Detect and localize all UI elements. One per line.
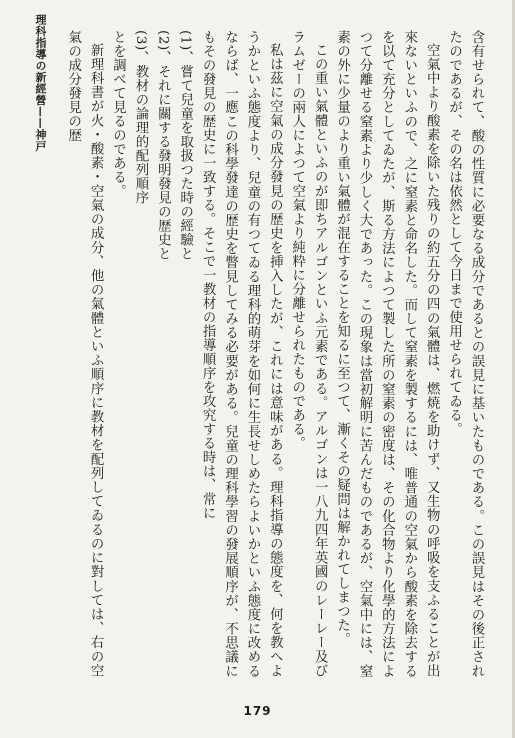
list-item: (1)、嘗て兒童を取扱つた時の經驗と [177,30,193,261]
list-item: (3)、教材の論理的配列順序 [132,30,148,205]
paragraph: 空氣中より酸素を除いた残りの約五分の四の氣體は、燃焼を助けず、又生物の呼吸を支ふることが出來ないといふので、之に窒素と命名した。而して窒素を製するには、唯普通の空氣から酸素を除去するを以て充分としてゐたが、斯る方法によつて製した所の窒素の密度は、その化合物より化學的方法によつて分離せる窒素より少しく大であった。この現象は當初解明に苦んだものであるが、空氣中には、窒素の外に少量のより重い氣體が混在することを知るに至つて、漸くその疑問は解かれてしまつた。 [334,30,440,678]
body-text [37,30,487,678]
paragraph: 新理科書が火・酸素・空氣の成分、他の氣體といふ順序に教材を配列してゐるのに對しては、右の空氣の成分發見の歴 [65,30,104,678]
page-number: 179 [243,704,272,718]
paragraph: 私は茲に空氣の成分發見の歴史を挿入したが、これには意味がある。理科指導の態度を、何を教へようかといふ態度より、兒童の有つてゐる理科的萌芽を如何に生長せしめたらよいかといふ態度に改めるならば、一應この科學發達の歴史を瞥見してみる必要がある。兒童の理科學習の發展順序が、不思議にもその發見の歴史に一致する。そこで一教材の指導順序を攻究する時は、常に [200,30,283,678]
paragraph: 含有せられて、酸の性質に必要なる成分であるとの誤見に基いたものである。この誤見はその後正されたのであるが、その名は依然として今日まで使用せられてゐる。 [446,30,484,678]
paragraph: とを調べて見るのである。 [110,30,126,198]
list-item: (2)、それに關する發明發見の歴史と [155,30,171,261]
running-head: 理科指導の新經營——神戸 [34,14,47,152]
paragraph: この重い氣體といふのが即ちアルゴンといふ元素である。アルゴンは一八九四年英國のレーレー及びラムゼーの兩人によつて空氣より純粋に分離せられたものである。 [289,30,328,678]
